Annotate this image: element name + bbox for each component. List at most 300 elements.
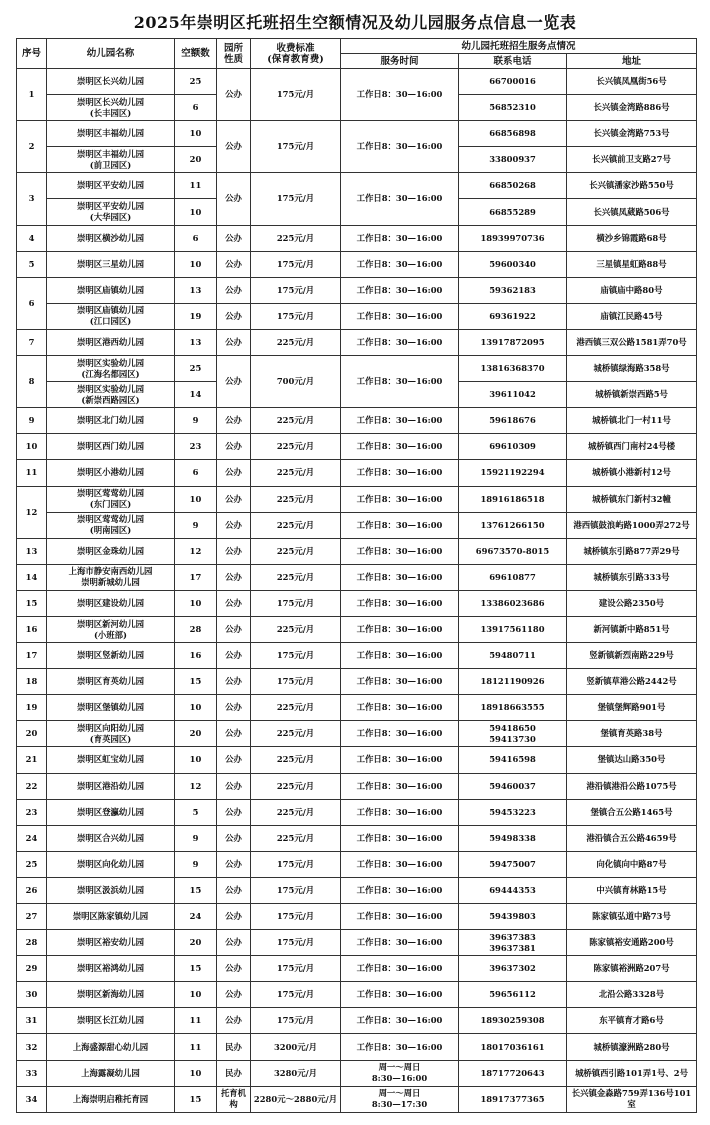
row-number: 32	[17, 1034, 47, 1060]
school-type: 公办	[217, 408, 251, 434]
school-type: 公办	[217, 747, 251, 773]
service-address: 堡镇达山路350号	[567, 747, 697, 773]
row-number: 12	[17, 486, 47, 538]
contact-phone: 66855289	[459, 199, 567, 225]
school-type: 公办	[217, 877, 251, 903]
school-type: 公办	[217, 121, 251, 173]
header-no: 序号	[17, 39, 47, 69]
contact-phone: 59475007	[459, 851, 567, 877]
vacancy-count: 17	[175, 564, 217, 590]
table-row	[17, 747, 697, 773]
fee-standard: 225元/月	[251, 512, 341, 538]
service-address: 长兴镇凤凰街56号	[567, 69, 697, 95]
kindergarten-name: 崇明区金珠幼儿园	[47, 538, 175, 564]
kindergarten-name: 上海露凝幼儿园	[47, 1060, 175, 1086]
contact-phone: 33800937	[459, 147, 567, 173]
kindergarten-name: 上海盛源甜心幼儿园	[47, 1034, 175, 1060]
header-service-group: 幼儿园托班招生服务点情况	[341, 39, 697, 54]
fee-standard: 175元/月	[251, 121, 341, 173]
service-address: 长兴镇金湾路753号	[567, 121, 697, 147]
service-address: 陈家镇裕洲路207号	[567, 956, 697, 982]
service-address: 陈家镇弘道中路73号	[567, 904, 697, 930]
school-type: 公办	[217, 1008, 251, 1034]
contact-phone: 66850268	[459, 173, 567, 199]
kindergarten-name: 崇明区向阳幼儿园 (育英园区)	[47, 721, 175, 747]
contact-phone: 69610309	[459, 434, 567, 460]
service-time: 周一～周日 8:30—17:30	[341, 1086, 459, 1112]
service-time: 工作日8：30—16:00	[341, 1034, 459, 1060]
contact-phone: 69610877	[459, 564, 567, 590]
kindergarten-name: 崇明区平安幼儿园	[47, 173, 175, 199]
service-time: 工作日8：30—16:00	[341, 408, 459, 434]
row-number: 20	[17, 721, 47, 747]
table-row	[17, 121, 697, 147]
service-address: 长兴镇凤葳路506号	[567, 199, 697, 225]
vacancy-count: 25	[175, 356, 217, 382]
contact-phone: 18917377365	[459, 1086, 567, 1112]
fee-standard: 175元/月	[251, 251, 341, 277]
row-number: 29	[17, 956, 47, 982]
vacancy-count: 28	[175, 616, 217, 642]
contact-phone: 66856898	[459, 121, 567, 147]
vacancy-count: 20	[175, 930, 217, 956]
contact-phone: 59418650 59413730	[459, 721, 567, 747]
service-time: 工作日8：30—16:00	[341, 486, 459, 512]
row-number: 10	[17, 434, 47, 460]
school-type: 公办	[217, 930, 251, 956]
service-address: 长兴镇金湾路886号	[567, 95, 697, 121]
school-type: 公办	[217, 851, 251, 877]
service-time: 工作日8：30—16:00	[341, 277, 459, 303]
kindergarten-name: 崇明区竖新幼儿园	[47, 643, 175, 669]
fee-standard: 175元/月	[251, 982, 341, 1008]
kindergarten-name: 崇明区平安幼儿园 (大华园区)	[47, 199, 175, 225]
fee-standard: 225元/月	[251, 460, 341, 486]
kindergarten-name: 崇明区丰福幼儿园 (前卫园区)	[47, 147, 175, 173]
vacancy-count: 10	[175, 590, 217, 616]
vacancy-count: 24	[175, 904, 217, 930]
school-type: 公办	[217, 590, 251, 616]
school-type: 公办	[217, 251, 251, 277]
row-number: 6	[17, 277, 47, 329]
kindergarten-name: 上海崇明启稚托育园	[47, 1086, 175, 1112]
service-time: 工作日8：30—16:00	[341, 616, 459, 642]
table-row	[17, 251, 697, 277]
service-time: 工作日8：30—16:00	[341, 982, 459, 1008]
row-number: 7	[17, 329, 47, 355]
service-address: 庙镇庙中路80号	[567, 277, 697, 303]
contact-phone: 39637383 39637381	[459, 930, 567, 956]
contact-phone: 18121190926	[459, 669, 567, 695]
row-number: 18	[17, 669, 47, 695]
service-address: 堡镇合五公路1465号	[567, 799, 697, 825]
table-row	[17, 1086, 697, 1112]
service-time: 工作日8：30—16:00	[341, 669, 459, 695]
service-address: 竖新镇草港公路2442号	[567, 669, 697, 695]
table-row	[17, 69, 697, 95]
vacancy-count: 9	[175, 408, 217, 434]
kindergarten-name: 崇明区汲浜幼儿园	[47, 877, 175, 903]
school-type: 民办	[217, 1034, 251, 1060]
school-type: 公办	[217, 695, 251, 721]
table-row	[17, 486, 697, 512]
fee-standard: 225元/月	[251, 721, 341, 747]
contact-phone: 59600340	[459, 251, 567, 277]
contact-phone: 15921192294	[459, 460, 567, 486]
contact-phone: 18916186518	[459, 486, 567, 512]
kindergarten-name: 崇明区长兴幼儿园	[47, 69, 175, 95]
vacancy-count: 10	[175, 199, 217, 225]
school-type: 公办	[217, 825, 251, 851]
contact-phone: 18017036161	[459, 1034, 567, 1060]
fee-standard: 225元/月	[251, 486, 341, 512]
row-number: 15	[17, 590, 47, 616]
vacancy-count: 16	[175, 643, 217, 669]
vacancy-count: 12	[175, 773, 217, 799]
row-number: 26	[17, 877, 47, 903]
header-type: 园所 性质	[217, 39, 251, 69]
row-number: 22	[17, 773, 47, 799]
fee-standard: 175元/月	[251, 851, 341, 877]
row-number: 25	[17, 851, 47, 877]
fee-standard: 175元/月	[251, 643, 341, 669]
vacancy-count: 15	[175, 956, 217, 982]
vacancy-count: 6	[175, 95, 217, 121]
table-row	[17, 434, 697, 460]
school-type: 公办	[217, 303, 251, 329]
kindergarten-name: 崇明区合兴幼儿园	[47, 825, 175, 851]
service-address: 港西镇鼓浪屿路1000弄272号	[567, 512, 697, 538]
service-time: 工作日8：30—16:00	[341, 538, 459, 564]
fee-standard: 225元/月	[251, 225, 341, 251]
service-address: 城桥镇北门一村11号	[567, 408, 697, 434]
fee-standard: 225元/月	[251, 408, 341, 434]
row-number: 13	[17, 538, 47, 564]
kindergarten-name: 崇明区虹宝幼儿园	[47, 747, 175, 773]
table-row	[17, 1034, 697, 1060]
service-time: 工作日8：30—16:00	[341, 434, 459, 460]
service-address: 北沿公路3328号	[567, 982, 697, 1008]
fee-standard: 225元/月	[251, 773, 341, 799]
service-address: 新河镇新中路851号	[567, 616, 697, 642]
vacancy-count: 10	[175, 121, 217, 147]
kindergarten-name: 崇明区建设幼儿园	[47, 590, 175, 616]
kindergarten-name: 崇明区登瀛幼儿园	[47, 799, 175, 825]
vacancy-count: 10	[175, 486, 217, 512]
school-type: 公办	[217, 982, 251, 1008]
kindergarten-name: 崇明区港沿幼儿园	[47, 773, 175, 799]
vacancy-count: 5	[175, 799, 217, 825]
header-phone: 联系电话	[459, 54, 567, 69]
fee-standard: 225元/月	[251, 695, 341, 721]
service-address: 中兴镇育林路15号	[567, 877, 697, 903]
fee-standard: 175元/月	[251, 1008, 341, 1034]
school-type: 公办	[217, 799, 251, 825]
service-address: 庙镇江民路45号	[567, 303, 697, 329]
kindergarten-table	[16, 38, 697, 1113]
kindergarten-name: 崇明区北门幼儿园	[47, 408, 175, 434]
table-row	[17, 1060, 697, 1086]
kindergarten-name: 崇明区长江幼儿园	[47, 1008, 175, 1034]
table-header	[17, 39, 697, 69]
table-row	[17, 877, 697, 903]
service-time: 工作日8：30—16:00	[341, 904, 459, 930]
contact-phone: 39637302	[459, 956, 567, 982]
service-time: 工作日8：30—16:00	[341, 773, 459, 799]
service-address: 长兴镇金淼路759弄136号101室	[567, 1086, 697, 1112]
service-time: 工作日8：30—16:00	[341, 851, 459, 877]
header-name: 幼儿园名称	[47, 39, 175, 69]
table-row	[17, 590, 697, 616]
vacancy-count: 13	[175, 277, 217, 303]
fee-standard: 175元/月	[251, 904, 341, 930]
kindergarten-name: 崇明区裕鸿幼儿园	[47, 956, 175, 982]
service-address: 港西镇三双公路1581弄70号	[567, 329, 697, 355]
service-address: 陈家镇裕安通路200号	[567, 930, 697, 956]
table-row	[17, 1008, 697, 1034]
table-row	[17, 799, 697, 825]
service-time: 工作日8：30—16:00	[341, 877, 459, 903]
vacancy-count: 9	[175, 825, 217, 851]
row-number: 28	[17, 930, 47, 956]
kindergarten-name: 崇明区庙镇幼儿园 (江口园区)	[47, 303, 175, 329]
vacancy-count: 15	[175, 669, 217, 695]
service-time: 工作日8：30—16:00	[341, 956, 459, 982]
contact-phone: 66700016	[459, 69, 567, 95]
contact-phone: 69673570-8015	[459, 538, 567, 564]
vacancy-count: 12	[175, 538, 217, 564]
table-row	[17, 616, 697, 642]
school-type: 公办	[217, 721, 251, 747]
service-time: 工作日8：30—16:00	[341, 225, 459, 251]
row-number: 21	[17, 747, 47, 773]
table-row	[17, 956, 697, 982]
row-number: 1	[17, 69, 47, 121]
kindergarten-name: 崇明区新河幼儿园 (小班部)	[47, 616, 175, 642]
fee-standard: 175元/月	[251, 930, 341, 956]
row-number: 30	[17, 982, 47, 1008]
table-row	[17, 460, 697, 486]
service-time: 工作日8：30—16:00	[341, 721, 459, 747]
kindergarten-name: 崇明区新海幼儿园	[47, 982, 175, 1008]
fee-standard: 225元/月	[251, 434, 341, 460]
contact-phone: 18717720643	[459, 1060, 567, 1086]
fee-standard: 175元/月	[251, 277, 341, 303]
service-address: 三星镇星虹路88号	[567, 251, 697, 277]
school-type: 公办	[217, 512, 251, 538]
contact-phone: 13917561180	[459, 616, 567, 642]
fee-standard: 3280元/月	[251, 1060, 341, 1086]
row-number: 14	[17, 564, 47, 590]
service-address: 城桥镇小港新村12号	[567, 460, 697, 486]
school-type: 公办	[217, 460, 251, 486]
vacancy-count: 9	[175, 851, 217, 877]
fee-standard: 175元/月	[251, 590, 341, 616]
service-address: 港沿镇港沿公路1075号	[567, 773, 697, 799]
vacancy-count: 13	[175, 329, 217, 355]
row-number: 17	[17, 643, 47, 669]
service-time: 工作日8：30—16:00	[341, 825, 459, 851]
row-number: 11	[17, 460, 47, 486]
contact-phone: 59618676	[459, 408, 567, 434]
service-address: 长兴镇前卫支路27号	[567, 147, 697, 173]
vacancy-count: 6	[175, 225, 217, 251]
contact-phone: 13386023686	[459, 590, 567, 616]
table-row	[17, 303, 697, 329]
row-number: 2	[17, 121, 47, 173]
service-address: 竖新镇新烈南路229号	[567, 643, 697, 669]
row-number: 24	[17, 825, 47, 851]
service-address: 城桥镇西门南村24号楼	[567, 434, 697, 460]
fee-standard: 225元/月	[251, 799, 341, 825]
school-type: 公办	[217, 564, 251, 590]
service-time: 工作日8：30—16:00	[341, 173, 459, 225]
kindergarten-name: 崇明区长兴幼儿园 (长丰园区)	[47, 95, 175, 121]
contact-phone: 59480711	[459, 643, 567, 669]
service-time: 工作日8：30—16:00	[341, 564, 459, 590]
school-type: 公办	[217, 643, 251, 669]
fee-standard: 700元/月	[251, 356, 341, 408]
vacancy-count: 10	[175, 982, 217, 1008]
row-number: 8	[17, 356, 47, 408]
table-row	[17, 512, 697, 538]
table-row	[17, 982, 697, 1008]
fee-standard: 225元/月	[251, 825, 341, 851]
contact-phone: 13816368370	[459, 356, 567, 382]
kindergarten-name: 崇明区实验幼儿园 (江海名都园区)	[47, 356, 175, 382]
service-address: 城桥镇新崇西路5号	[567, 382, 697, 408]
vacancy-count: 10	[175, 1060, 217, 1086]
vacancy-count: 23	[175, 434, 217, 460]
vacancy-count: 14	[175, 382, 217, 408]
kindergarten-name: 崇明区小港幼儿园	[47, 460, 175, 486]
service-time: 工作日8：30—16:00	[341, 303, 459, 329]
kindergarten-name: 崇明区港西幼儿园	[47, 329, 175, 355]
fee-standard: 225元/月	[251, 538, 341, 564]
school-type: 公办	[217, 669, 251, 695]
school-type: 公办	[217, 904, 251, 930]
contact-phone: 59416598	[459, 747, 567, 773]
vacancy-count: 10	[175, 695, 217, 721]
table-row	[17, 356, 697, 382]
table-row	[17, 329, 697, 355]
service-time: 工作日8：30—16:00	[341, 251, 459, 277]
row-number: 5	[17, 251, 47, 277]
vacancy-count: 15	[175, 1086, 217, 1112]
service-address: 建设公路2350号	[567, 590, 697, 616]
table-row	[17, 930, 697, 956]
fee-standard: 225元/月	[251, 747, 341, 773]
table-row	[17, 773, 697, 799]
school-type: 公办	[217, 173, 251, 225]
row-number: 16	[17, 616, 47, 642]
kindergarten-name: 崇明区丰福幼儿园	[47, 121, 175, 147]
table-row	[17, 643, 697, 669]
school-type: 公办	[217, 434, 251, 460]
service-time: 工作日8：30—16:00	[341, 643, 459, 669]
table-body	[17, 69, 697, 1113]
row-number: 33	[17, 1060, 47, 1086]
contact-phone: 13761266150	[459, 512, 567, 538]
table-row	[17, 721, 697, 747]
kindergarten-name: 崇明区陈家镇幼儿园	[47, 904, 175, 930]
vacancy-count: 10	[175, 251, 217, 277]
contact-phone: 18930259308	[459, 1008, 567, 1034]
service-time: 工作日8：30—16:00	[341, 1008, 459, 1034]
school-type: 公办	[217, 616, 251, 642]
service-time: 工作日8：30—16:00	[341, 695, 459, 721]
contact-phone: 56852310	[459, 95, 567, 121]
header-address: 地址	[567, 54, 697, 69]
vacancy-count: 10	[175, 747, 217, 773]
table-row	[17, 277, 697, 303]
service-time: 工作日8：30—16:00	[341, 329, 459, 355]
contact-phone: 59362183	[459, 277, 567, 303]
school-type: 公办	[217, 277, 251, 303]
vacancy-count: 9	[175, 512, 217, 538]
vacancy-count: 20	[175, 721, 217, 747]
kindergarten-name: 崇明区实验幼儿园 (新崇西路园区)	[47, 382, 175, 408]
service-address: 城桥镇东引路333号	[567, 564, 697, 590]
kindergarten-name: 上海市静安南西幼儿园 崇明新城幼儿园	[47, 564, 175, 590]
vacancy-count: 11	[175, 1008, 217, 1034]
header-vacancies: 空额数	[175, 39, 217, 69]
school-type: 民办	[217, 1060, 251, 1086]
service-address: 横沙乡锦霞路68号	[567, 225, 697, 251]
fee-standard: 2280元～2880元/月	[251, 1086, 341, 1112]
kindergarten-name: 崇明区堡镇幼儿园	[47, 695, 175, 721]
service-time: 工作日8：30—16:00	[341, 121, 459, 173]
service-address: 城桥镇东门新村32幢	[567, 486, 697, 512]
table-row	[17, 538, 697, 564]
fee-standard: 225元/月	[251, 616, 341, 642]
table-row	[17, 173, 697, 199]
row-number: 19	[17, 695, 47, 721]
header-time: 服务时间	[341, 54, 459, 69]
vacancy-count: 11	[175, 1034, 217, 1060]
contact-phone: 59460037	[459, 773, 567, 799]
vacancy-count: 20	[175, 147, 217, 173]
header-fee: 收费标准 (保育教育费)	[251, 39, 341, 69]
kindergarten-name: 崇明区莺莺幼儿园 (东门园区)	[47, 486, 175, 512]
service-time: 工作日8：30—16:00	[341, 512, 459, 538]
row-number: 27	[17, 904, 47, 930]
service-address: 城桥镇西引路101弄1号、2号	[567, 1060, 697, 1086]
kindergarten-name: 崇明区三星幼儿园	[47, 251, 175, 277]
row-number: 4	[17, 225, 47, 251]
school-type: 公办	[217, 356, 251, 408]
contact-phone: 18939970736	[459, 225, 567, 251]
vacancy-count: 25	[175, 69, 217, 95]
service-address: 长兴镇潘家沙路550号	[567, 173, 697, 199]
service-time: 工作日8：30—16:00	[341, 799, 459, 825]
vacancy-count: 19	[175, 303, 217, 329]
contact-phone: 59498338	[459, 825, 567, 851]
school-type: 公办	[217, 225, 251, 251]
school-type: 公办	[217, 773, 251, 799]
service-address: 东平镇育才路6号	[567, 1008, 697, 1034]
vacancy-count: 15	[175, 877, 217, 903]
service-time: 周一～周日 8:30—16:00	[341, 1060, 459, 1086]
contact-phone: 18918663555	[459, 695, 567, 721]
school-type: 托育机构	[217, 1086, 251, 1112]
table-row	[17, 225, 697, 251]
row-number: 23	[17, 799, 47, 825]
school-type: 公办	[217, 329, 251, 355]
contact-phone: 69361922	[459, 303, 567, 329]
service-time: 工作日8：30—16:00	[341, 356, 459, 408]
contact-phone: 13917872095	[459, 329, 567, 355]
